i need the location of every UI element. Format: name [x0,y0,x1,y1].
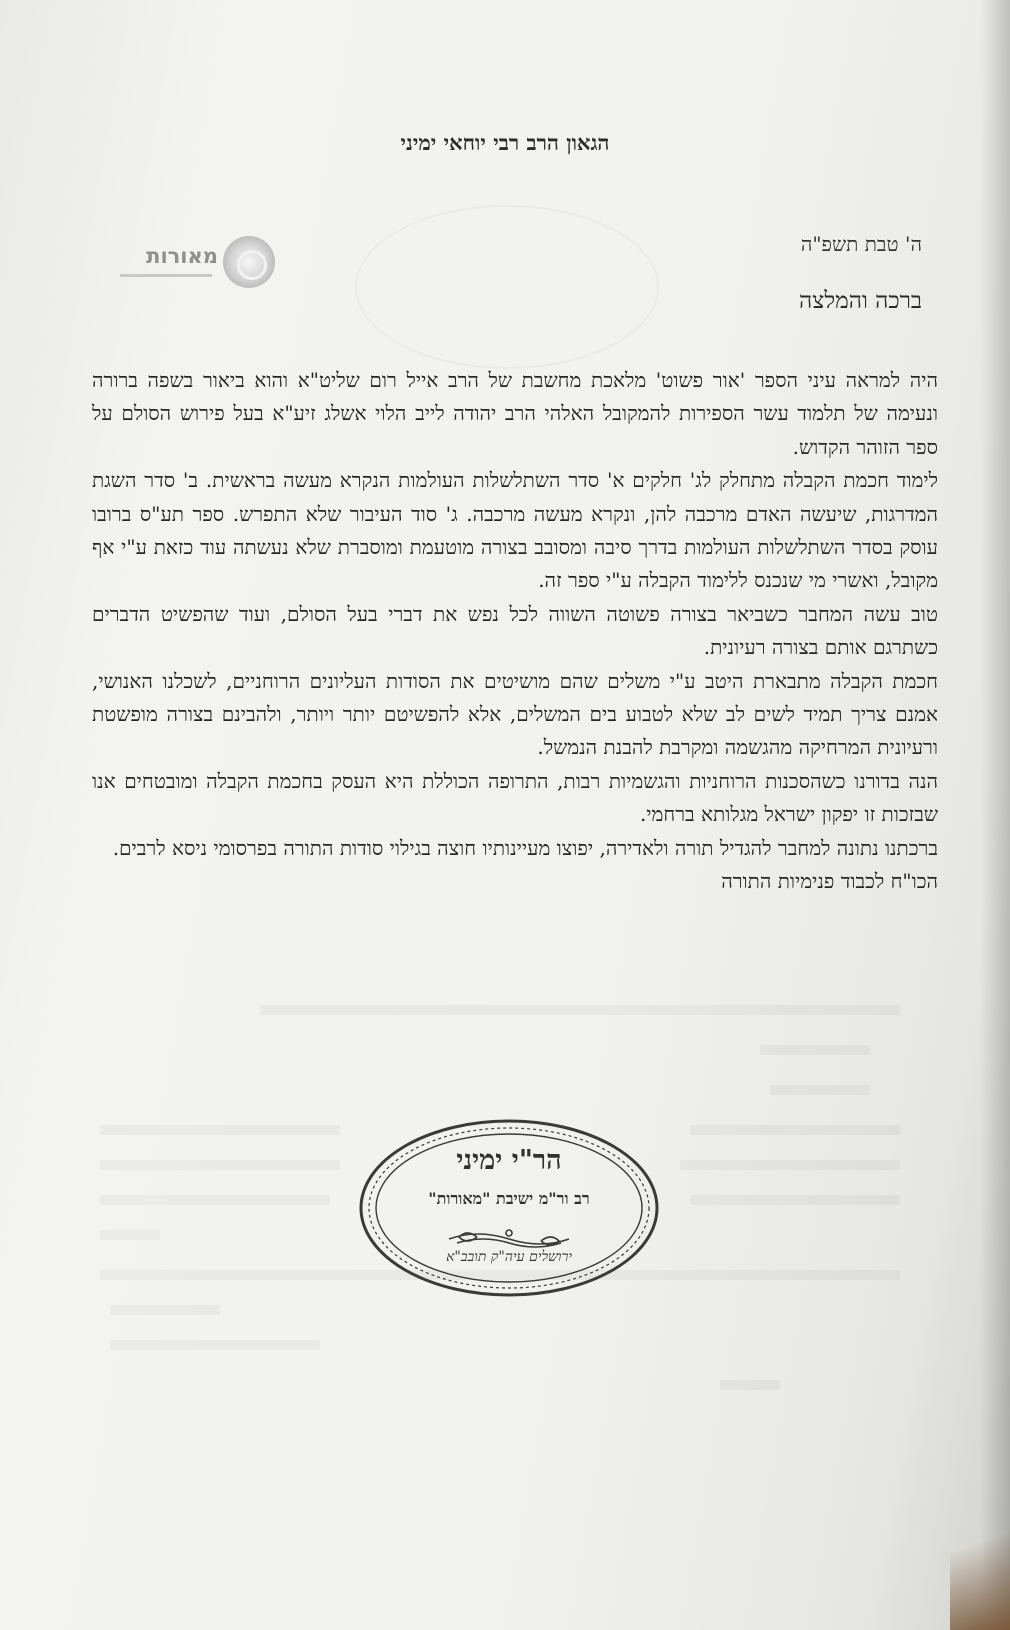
letter-paragraph: חכמת הקבלה מתבארת היטב ע"י משלים שהם מושיטים את הסודות העליונים הרוחניים, לשכלנו האנושי, אמנם צריך תמיד לשים לב שלא לטבוע בים המשלים, אלא להפשיטם יותר ויותר, ולהבינם בצורה מופשטת ורעיונית המרחיקה מהגשמה ומקרבת להבנת הנמשל. [92,668,938,760]
letter-paragraph: היה למראה עיני הספר 'אור פשוט' מלאכת מחשבת של הרב אייל רום שליט"א והוא ביאור בשפה ברורה ונעימה של תלמוד עשר הספירות להמקובל האלהי הרב יהודה לייב הלוי אשלג זיע"א בעל פירוש הסולם על ספר הזוהר הקדוש. [92,368,938,459]
bleed-through-mark [100,1125,340,1135]
bleed-through-mark [690,1125,900,1135]
letter-paragraph: ברכתנו נתונה למחבר להגדיל תורה ולאדירה, יפוצו מעיינותיו חוצה בגילוי סודות התורה בפרסומי ניסא לרבים. [112,835,938,860]
bleed-through-mark [100,1160,340,1170]
bleed-through-mark [100,1230,160,1240]
stamp-role: רב ור"מ ישיבת "מאורות" [428,1189,590,1208]
letter-body [92,364,938,899]
rabbi-stamp [357,1117,661,1299]
bleed-through-mark [110,1305,220,1315]
bleed-through-mark [720,1380,780,1390]
logo-tagline-bar [120,274,212,277]
page-corner-shadow [950,1510,1010,1630]
logo-name: מאורות [146,244,218,268]
bleed-through-mark [690,1195,900,1205]
bleed-through-mark [760,1045,870,1055]
bleed-through-mark [260,1005,900,1015]
letter-date: ה' טבת תשפ"ה [800,232,922,256]
bleed-through-mark [770,1085,870,1095]
page-header-title: הגאון הרב רבי יוחאי ימיני [400,130,610,155]
bleed-through-mark [110,1340,320,1350]
stamp-ornament-icon [449,1230,569,1247]
letter-subject: ברכה והמלצה [799,288,922,314]
stamp-place: ירושלים עיה"ק תובב"א [445,1249,573,1265]
letter-paragraph: טוב עשה המחבר כשביאר בצורה פשוטה השווה לכל נפש את דברי בעל הסולם, ועוד שהפשיט הדברים כשתרגם אותם בצורה רעיונית. [92,601,938,660]
bleed-through-mark [680,1160,900,1170]
background-watermark [355,205,659,369]
bleed-through-mark [100,1195,330,1205]
letter-paragraph: לימוד חכמת הקבלה מתחלק לג' חלקים א' סדר השתלשלות העולמות הנקרא מעשה בראשית. ב' סדר השגת המדרגות, שיעשה האדם מרכבה להן, ונקרא מעשה מרכבה. ג' סוד העיבור שלא התפרש. ספר תע"ס ברובו עוסק בסדר השתלשלות העולמות בדרך סיבה ומסובב בצורה מוטעמת ומוסברת שלא נעשתה עוד כזאת ע"י אף מקובל, ואשרי מי שנכנס ללימוד הקבלה ע"י ספר זה. [92,468,938,593]
letter-paragraph: הנה בדורנו כשהסכנות הרוחניות והגשמיות רבות, התרופה הכוללת היא העסק בחכמת הקבלה ומובטחים אנו שבזכות זו יפקון ישראל מגלותא ברחמי. [92,768,938,827]
stamp-name: הר"י ימיני [456,1145,562,1176]
meorot-logo [120,236,280,292]
letter-closing: הכו"ח לכבוד פנימיות התורה [721,869,938,894]
logo-emblem-icon [223,236,275,288]
page-edge-shadow [980,0,1010,1630]
